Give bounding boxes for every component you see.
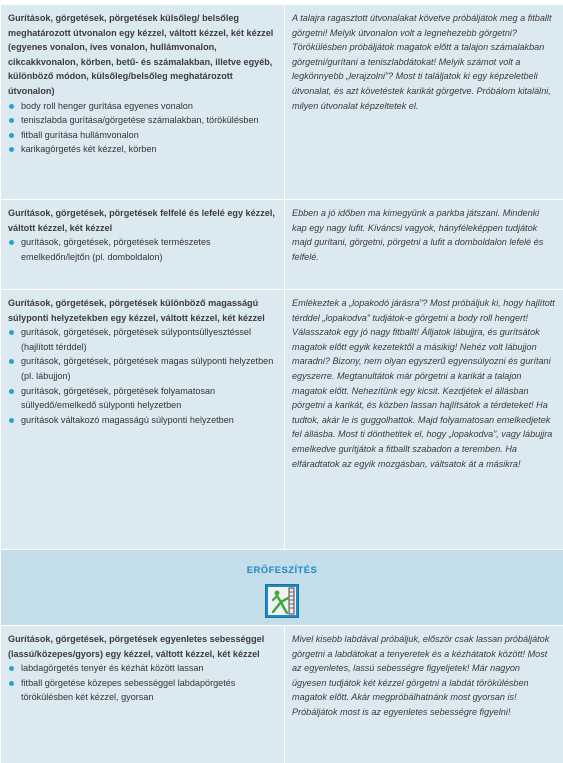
list-item (8, 142, 277, 157)
skill-cell (1, 290, 285, 550)
list-item (8, 676, 277, 705)
list-item (8, 384, 277, 413)
list-item-text: fitball gurítása hullámvonalon (21, 129, 139, 140)
bullet-icon (9, 389, 14, 394)
instruction-cell (285, 290, 563, 550)
list-item-text: karikagörgetés két kézzel, körben (21, 144, 157, 155)
skill-cell (1, 626, 285, 763)
list-item (8, 661, 277, 676)
list-item-text: fitball görgetése közepes sebességgel labdapörgetés törökülésben két kézzel, gyorsan (21, 677, 236, 703)
banner-row (1, 550, 563, 626)
table-row (1, 5, 563, 200)
effort-banner (1, 550, 563, 626)
table-row (1, 290, 563, 550)
skill-title: Gurítások, görgetések, pörgetések felfelé és lefelé egy kézzel, váltott kézzel, két kézzel (8, 208, 275, 233)
list-item-text: gurítások, görgetések, pörgetések magas súlyponti helyzetben (pl. lábujjon) (21, 356, 274, 381)
content-table (0, 4, 563, 763)
skill-title: Gurítások, görgetések, pörgetések külsőleg/ belsőleg meghatározott útvonalon egy kézzel, váltott kézzel, két kézzel (egyenes vonalon, íves vonalon, hullámvonalon, cikcakkvonalon, körben, betű- és számalakban, illetve egyéb, különböző módon, külsőleg/belsőleg meghatározott útvonalon) (8, 13, 274, 96)
list-item (8, 354, 277, 383)
bullet-icon (9, 147, 14, 152)
table-row (1, 200, 563, 290)
bullet-icon (9, 666, 14, 671)
bullet-icon (9, 240, 14, 245)
bullet-icon (9, 133, 14, 138)
list-item (8, 113, 277, 128)
bullet-icon (9, 330, 14, 335)
instruction-text: Mivel kisebb labdával próbáljuk, először csak lassan próbáljátok görgetni a labdátokat a tenyeretek és a kézhátatok között! Most az egyenletes, lassú sebességre figyeljetek! Már nagyon ügyesen tudjátok két kézzel görgetni a labdát törökülésben magatok előtt. Akár megpróbálhatnánk most gyorsan is! Próbáljátok most is az egyenletes sebességre figyelni! (292, 634, 550, 717)
list-item (8, 325, 277, 354)
instruction-cell (285, 5, 563, 200)
skill-cell (1, 200, 285, 290)
list-item (8, 235, 277, 264)
bullet-icon (9, 104, 14, 109)
list-item-text: gurítások váltakozó magasságú súlyponti helyzetben (21, 414, 234, 425)
list-item (8, 128, 277, 143)
instruction-text: Emlékeztek a „lopakodó járásra”? Most próbáljuk ki, hogy hajlított térddel „lopakodva” tudjátok-e görgetni a body roll hengert! Válasszatok egy jó nagy fitballt! Álljatok lábujjra, és gurítsátok magatok előtt egyik kezetektől a másikig! Nehéz volt lábujjon maradni? Bizony, nem olyan egyszerű egyensúlyozni és gurítani egyszerre. Megtanultátok már pörgetni a karikát a talajon magatok előtt. Nehezítünk egy kicsit. Kezdjétek el állásban pörgetni a karikát, és közben lassan hajlítsátok a térdeteket! Ha tudtok, akár le is guggolhattok. Majd folyamatosan emelkedjetek fel állásba. Most ti dönthetitek el, hogy „lopakodva”, vagy lábujjra emelkedve gurítjátok a fitballt szabadon a teremben. Ha elfáradtatok az egyik mozgásban, váltsatok át a másikra! (292, 298, 555, 469)
bullet-list (8, 99, 277, 157)
bullet-icon (9, 418, 14, 423)
list-item-text: teniszlabda gurítása/görgetése számalakban, törökülésben (21, 115, 259, 126)
bullet-list (8, 661, 277, 705)
instruction-text: Ebben a jó időben ma kimegyünk a parkba játszani. Mindenki kap egy nagy lufit. Kíváncsi vagyok, hányféleképpen tudjátok majd gurítani, görgetni, pörgetni a lufit a domboldalon lefelé és felfelé. (292, 208, 544, 262)
bullet-icon (9, 359, 14, 364)
instruction-cell (285, 200, 563, 290)
skill-title: Gurítások, görgetések, pörgetések különböző magasságú súlyponti helyzetekben egy kézzel, váltott kézzel, két kézzel (8, 298, 265, 323)
table-row (1, 626, 563, 763)
instruction-text: A talajra ragasztott útvonalakat követve próbáljátok meg a fitballt görgetni! Melyik útvonalon volt a legnehezebb görgetni? Törökülésben próbáljátok magatok előtt a talajon számalakban görgetni/gurítani a teniszlabdátokat! Melyik számot volt a legkönnyebb „lerajzolni”? Most ti találjatok ki egy képzeletbeli útvonalat, és azt követéstek karikát görgetve. Próbálom kitalálni, milyen útvonalat képzeltetek el. (292, 13, 552, 111)
instruction-cell (285, 626, 563, 763)
banner-title: ERŐFESZÍTÉS (246, 565, 318, 576)
bullet-icon (9, 118, 14, 123)
list-item (8, 413, 277, 428)
list-item (8, 99, 277, 114)
skill-title: Gurítások, görgetések, pörgetések egyenletes sebességgel (lassú/közepes/gyors) egy kézzel, váltott kézzel, két kézzel (8, 634, 265, 659)
list-item-text: gurítások, görgetések, pörgetések természetes emelkedőn/lejtőn (pl. domboldalon) (21, 237, 211, 262)
list-item-text: gurítások, görgetések, pörgetések folyamatosan süllyedő/emelkedő súlyponti helyzetben (21, 385, 216, 411)
list-item-text: gurítások, görgetések, pörgetések súlypontsüllyesztéssel (hajlított térddel) (21, 327, 251, 352)
skill-cell (1, 5, 285, 200)
bullet-icon (9, 681, 14, 686)
list-item-text: body roll henger gurítása egyenes vonalon (21, 100, 193, 111)
bullet-list (8, 325, 277, 427)
effort-icon (265, 584, 299, 618)
bullet-list (8, 235, 277, 264)
list-item-text: labdagörgetés tenyér és kézhát között lassan (21, 663, 204, 674)
